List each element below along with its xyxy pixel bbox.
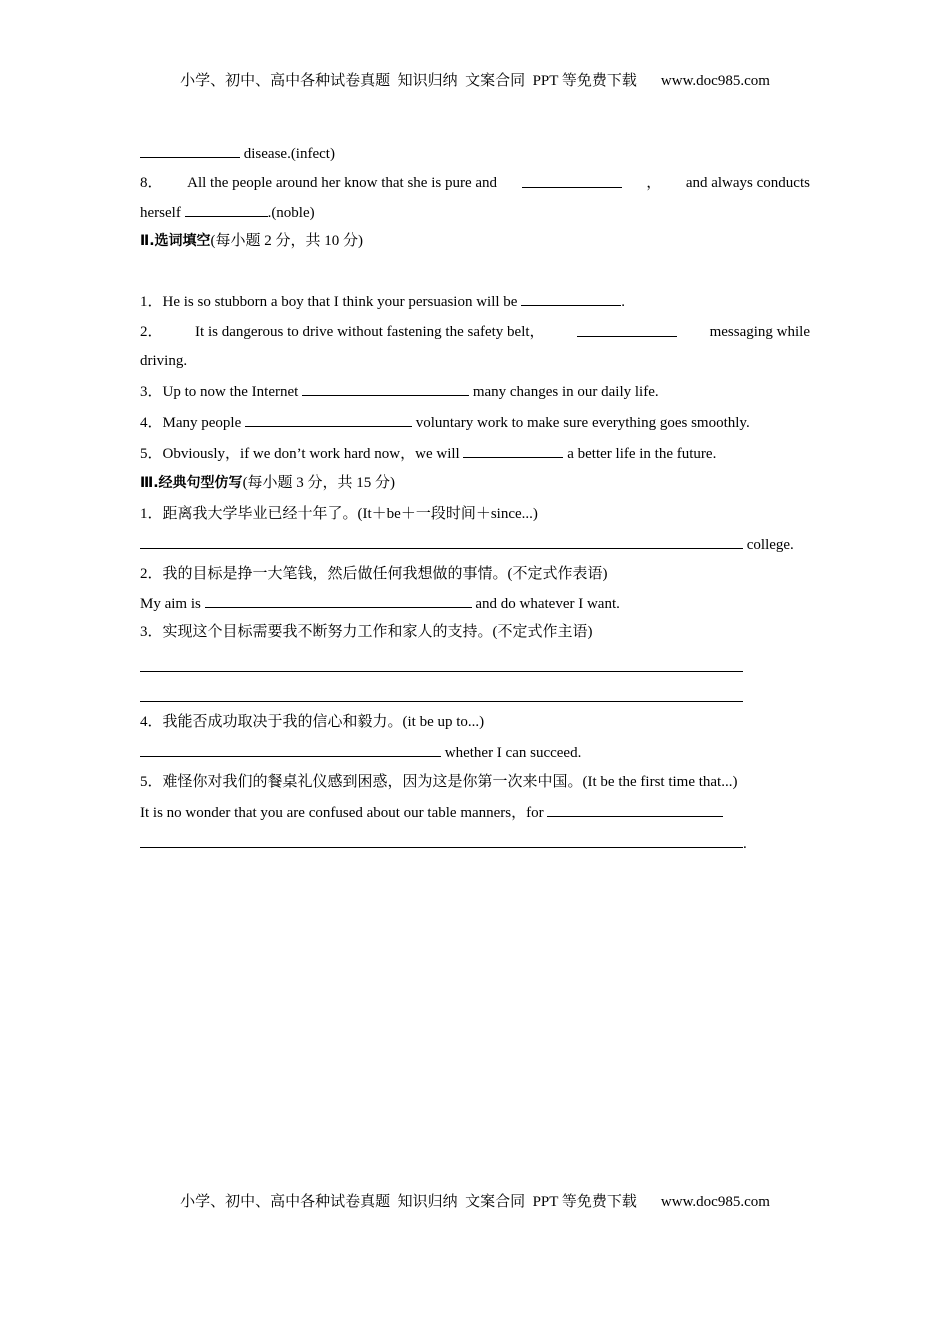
question-number: 8．: [140, 175, 163, 191]
answer-blank[interactable]: [245, 412, 412, 427]
question-text: driving.: [140, 353, 188, 369]
section-3-heading: [140, 473, 810, 493]
s3-q5-answer-cont: [140, 833, 810, 854]
answer-blank[interactable]: [463, 443, 563, 458]
question-text: messaging while: [709, 324, 810, 340]
s3-q4-prompt: [140, 712, 810, 732]
question-text: My aim is: [140, 596, 201, 612]
s3-q5-answer: [140, 802, 810, 823]
section-title: Ⅱ.选词填空: [140, 233, 211, 249]
question-text: Many people: [162, 415, 242, 431]
s3-q5-prompt: [140, 772, 810, 792]
q7-hint: disease.(infect): [243, 146, 335, 162]
punctuation: ，: [646, 175, 662, 191]
question-number: 4．: [140, 714, 163, 730]
question-text: and do whatever I want.: [475, 596, 620, 612]
s3-q4-answer: [140, 742, 810, 763]
s2-q2: [140, 322, 810, 342]
q7-continuation: [140, 143, 810, 164]
page-header: [0, 69, 950, 90]
answer-blank[interactable]: [140, 700, 743, 702]
answer-blank[interactable]: [140, 833, 743, 848]
question-text: voluntary work to make sure everything goes smoothly.: [415, 415, 750, 431]
question-number: 4．: [140, 415, 163, 431]
answer-blank[interactable]: [140, 670, 743, 672]
answer-blank[interactable]: [185, 202, 268, 217]
question-prompt: 我能否成功取决于我的信心和毅力。(it be up to...): [162, 714, 485, 730]
question-text: many changes in our daily life.: [472, 384, 659, 400]
section-title: Ⅲ.经典句型仿写: [140, 475, 243, 491]
question-text: a better life in the future.: [567, 446, 717, 462]
question-text: whether I can succeed.: [444, 745, 582, 761]
q8-line1: [140, 173, 810, 193]
s2-q3: [140, 381, 810, 402]
punctuation: .: [743, 836, 747, 852]
question-number: 3．: [140, 384, 163, 400]
answer-blank[interactable]: [140, 742, 441, 757]
s2-q2-cont: [140, 351, 810, 371]
question-prompt: 实现这个目标需要我不断努力工作和家人的支持。(不定式作主语): [162, 624, 593, 640]
header-url: www.doc985.com: [660, 73, 770, 89]
answer-blank[interactable]: [140, 143, 240, 158]
question-text: It is dangerous to drive without fastening the safety belt，: [195, 324, 545, 340]
question-text: and always conducts: [685, 175, 810, 191]
s3-q2-answer: [140, 593, 810, 614]
question-number: 5．: [140, 774, 163, 790]
question-text: Up to now the Internet: [162, 384, 299, 400]
question-prompt: 难怪你对我们的餐桌礼仪感到困惑，因为这是你第一次来中国。(It be the first time that...): [162, 774, 738, 790]
section-note: (每小题 2 分，共 10 分): [210, 233, 364, 249]
question-text: He is so stubborn a boy that I think your persuasion will be: [162, 294, 518, 310]
footer-text: 小学、初中、高中各种试卷真题 知识归纳 文案合同 PPT 等免费下载: [180, 1194, 637, 1210]
answer-blank[interactable]: [547, 802, 723, 817]
question-text: Obviously，if we don’t work hard now，we will: [162, 446, 460, 462]
question-text: It is no wonder that you are confused about our table manners，for: [140, 805, 544, 821]
footer-url: www.doc985.com: [660, 1194, 770, 1210]
s3-q1-prompt: [140, 504, 810, 524]
answer-blank[interactable]: [140, 534, 743, 549]
question-text: All the people around her know that she is pure and: [187, 175, 498, 191]
s3-q1-answer: [140, 534, 810, 555]
question-number: 1．: [140, 294, 163, 310]
question-number: 2．: [140, 324, 163, 340]
s2-q1: [140, 291, 810, 312]
question-text: herself: [140, 205, 181, 221]
question-number: 3．: [140, 624, 163, 640]
page-footer: [0, 1190, 950, 1211]
question-prompt: 距离我大学毕业已经十年了。(It＋be＋一段时间＋since...): [162, 506, 538, 522]
answer-blank[interactable]: [205, 593, 472, 608]
answer-blank[interactable]: [522, 173, 622, 188]
answer-blank[interactable]: [521, 291, 621, 306]
header-text: 小学、初中、高中各种试卷真题 知识归纳 文案合同 PPT 等免费下载: [180, 73, 637, 89]
question-number: 5．: [140, 446, 163, 462]
question-prompt: 我的目标是挣一大笔钱，然后做任何我想做的事情。(不定式作表语): [162, 566, 608, 582]
s3-q3-prompt: [140, 622, 810, 642]
answer-blank[interactable]: [577, 322, 677, 337]
punctuation: .: [621, 294, 625, 310]
q8-line2: [140, 202, 810, 223]
section-2-heading: [140, 231, 810, 251]
answer-blank[interactable]: [302, 381, 469, 396]
question-number: 1．: [140, 506, 163, 522]
section-note: (每小题 3 分，共 15 分): [242, 475, 396, 491]
s2-q4: [140, 412, 810, 433]
question-hint: .(noble): [267, 205, 315, 221]
question-text: college.: [746, 537, 794, 553]
question-number: 2．: [140, 566, 163, 582]
s3-q2-prompt: [140, 564, 810, 584]
s2-q5: [140, 443, 810, 464]
